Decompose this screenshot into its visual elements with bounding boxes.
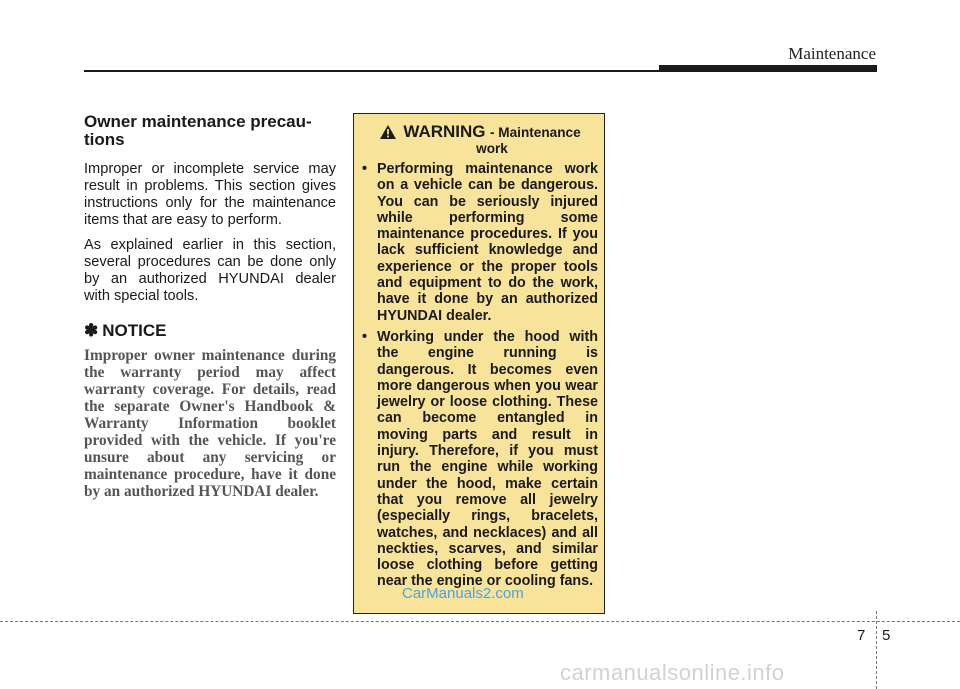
warning-item: [362, 329, 598, 590]
warning-box: [353, 113, 605, 614]
watermark-link[interactable]: CarManuals2.com: [402, 585, 524, 602]
warning-item-text: Working under the hood with the engine running is dangerous. It becomes even more dangerous when you wear jewelry or loose clothing. These can become entangled in moving parts and result in injury. Therefore, if you must run the engine while working under the hood, make certain that you remove all jewelry (especially rings, bracelets, watches, and necklaces) and all neckties, scarves, and similar loose clothing before getting near the engine or cooling fans.: [377, 328, 598, 590]
warning-item-text: Performing maintenance work on a vehicle can be dangerous. You can be seriously injured while performing some maintenance procedures. If you lack sufficient knowledge and experience or the proper tools and equipment to do the work, have it done by an authorized HYUNDAI dealer.: [377, 161, 598, 324]
warning-title: WARNING: [403, 122, 486, 141]
warning-triangle-icon: [379, 124, 397, 145]
warning-list: [362, 161, 598, 590]
paragraph-1: Improper or incomplete service may result in problems. This section gives instructions only for the maintenance items that are easy to perform.: [84, 161, 336, 228]
warning-header-text: [403, 124, 580, 157]
warning-subtitle: - Maintenance: [489, 125, 581, 140]
left-column: [84, 113, 336, 500]
header-rule-thick: [659, 65, 877, 72]
warning-item: [362, 161, 598, 324]
footer-rule: [0, 621, 960, 622]
chapter-number: 7: [857, 627, 866, 644]
notice-heading-text: NOTICE: [102, 321, 167, 340]
footer-watermark: carmanualsonline.info: [560, 660, 785, 685]
bullet-icon: •: [362, 328, 368, 345]
section-title-text: Owner maintenance precau- tions: [84, 112, 312, 149]
warning-header: [362, 124, 598, 157]
warning-subtitle-2: work: [476, 141, 508, 156]
notice-icon: ✽: [84, 321, 99, 340]
footer-divider: [876, 611, 877, 689]
page-number: 5: [882, 627, 891, 644]
section-title: [84, 113, 336, 149]
notice-body: Improper owner maintenance during the warranty period may affect warranty coverage. For details, read the separate Owner's Handbook & Warranty Information booklet provided with the vehicle. If you're unsure about any servicing or maintenance procedure, have it done by an authorized HYUNDAI dealer.: [84, 347, 336, 500]
header-title: Maintenance: [788, 44, 876, 63]
notice-heading: [84, 321, 336, 341]
header-rule: [84, 70, 664, 72]
bullet-icon: •: [362, 161, 368, 177]
paragraph-2: As explained earlier in this section, several procedures can be done only by an authorized HYUNDAI dealer with special tools.: [84, 237, 336, 304]
